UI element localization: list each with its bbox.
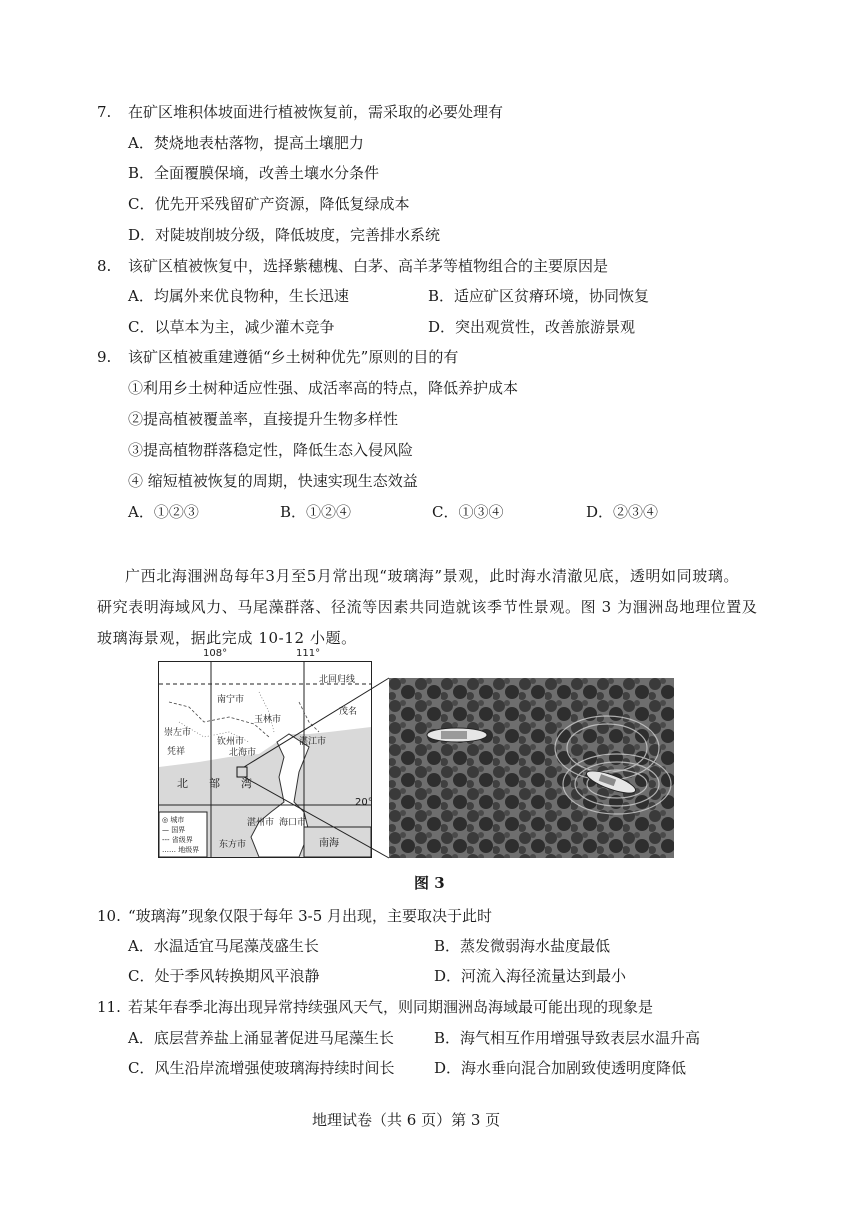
- q9-option-d: D．②③④: [586, 503, 659, 521]
- q9-option-c: C．①③④: [432, 503, 504, 521]
- q9-statement-1: ①利用乡土树种适应性强、成活率高的特点，降低养护成本: [128, 379, 519, 397]
- place-label: 崇左市: [164, 728, 192, 738]
- boat-left: [427, 728, 487, 742]
- place-label: 湾: [241, 777, 252, 790]
- q9-option-a: A．①②③: [128, 503, 199, 521]
- place-label: 湛州市: [247, 818, 275, 828]
- place-label: 南海: [319, 838, 339, 849]
- q11-option-d: D．海水垂向混合加剧致使透明度降低: [434, 1059, 687, 1077]
- q10-stem: “玻璃海”现象仅限于每年 3-5 月出现，主要取决于此时: [128, 907, 493, 925]
- lon-label-108: 108°: [203, 648, 228, 659]
- q8-option-d: D．突出观赏性，改善旅游景观: [428, 318, 636, 336]
- q7-option-a: A．焚烧地表枯落物，提高土壤肥力: [128, 134, 364, 152]
- place-label: 钦州市: [217, 737, 245, 747]
- q10-option-c: C．处于季风转换期风平浪静: [128, 967, 320, 985]
- legend-item: …… 地级界: [162, 846, 200, 854]
- q11-stem: 若某年春季北海出现异常持续强风天气，则同期涠洲岛海域最可能出现的现象是: [128, 998, 654, 1016]
- passage-line-3: 玻璃海景观，据此完成 10-12 小题。: [97, 629, 357, 647]
- q11-option-a: A．底层营养盐上涌显著促进马尾藻生长: [128, 1029, 394, 1047]
- q10-option-b: B．蒸发微弱海水盐度最低: [434, 937, 611, 955]
- q9-statement-4: ④ 缩短植被恢复的周期，快速实现生态效益: [128, 472, 418, 490]
- page-footer: 地理试卷（共 6 页）第 3 页: [312, 1111, 501, 1129]
- figure-caption: 图 3: [414, 874, 445, 892]
- q7-number: 7.: [97, 103, 112, 121]
- q10-option-d: D．河流入海径流量达到最小: [434, 967, 627, 985]
- q9-stem: 该矿区植被重建遵循“乡土树种优先”原则的目的有: [128, 348, 459, 366]
- place-label: 凭祥: [167, 747, 186, 757]
- q8-number: 8.: [97, 257, 112, 275]
- place-label: 北回归线: [319, 675, 356, 685]
- glass-sea-photo-svg: [389, 678, 674, 858]
- lat-label-20: 20°: [355, 797, 373, 808]
- q10-number: 10.: [97, 907, 121, 925]
- place-label: 玉林市: [254, 715, 282, 725]
- q8-option-b: B．适应矿区贫瘠环境，协同恢复: [428, 287, 650, 305]
- q8-option-c: C．以草本为主，减少灌木竞争: [128, 318, 335, 336]
- q11-number: 11.: [97, 998, 121, 1016]
- passage-line-2: 研究表明海域风力、马尾藻群落、径流等因素共同造就该季节性景观。图 3 为涠洲岛地理位置及: [97, 598, 758, 616]
- legend-item: ◎ 城市: [162, 816, 185, 824]
- q7-option-b: B．全面覆膜保墒，改善土壤水分条件: [128, 164, 380, 182]
- q9-option-b: B．①②④: [280, 503, 352, 521]
- place-label: 北海市: [229, 748, 257, 758]
- q10-option-a: A．水温适宜马尾藻茂盛生长: [128, 937, 319, 955]
- q9-statement-2: ②提高植被覆盖率，直接提升生物多样性: [128, 410, 399, 428]
- q7-option-c: C．优先开采残留矿产资源，降低复绿成本: [128, 195, 410, 213]
- seabed-texture: [389, 678, 674, 858]
- q11-option-c: C．风生沿岸流增强使玻璃海持续时间长: [128, 1059, 395, 1077]
- connector-bottom: [244, 777, 389, 858]
- place-label: 北: [177, 777, 188, 790]
- q8-stem: 该矿区植被恢复中，选择紫穗槐、白茅、高羊茅等植物组合的主要原因是: [128, 257, 609, 275]
- legend-item: --- 省级界: [162, 836, 193, 844]
- connector-top: [244, 678, 389, 767]
- place-label: 东方市: [219, 840, 247, 850]
- legend-item: — 国界: [162, 826, 186, 834]
- q9-number: 9.: [97, 348, 112, 366]
- place-label: 茂名: [339, 707, 358, 717]
- lon-label-111: 111°: [296, 648, 321, 659]
- q7-option-d: D．对陡坡削坡分级，降低坡度，完善排水系统: [128, 226, 441, 244]
- q7-stem: 在矿区堆积体坡面进行植被恢复前，需采取的必要处理有: [128, 103, 504, 121]
- q9-statement-3: ③提高植物群落稳定性，降低生态入侵风险: [128, 441, 414, 459]
- glass-sea-photo: [389, 678, 674, 858]
- q8-option-a: A．均属外来优良物种，生长迅速: [128, 287, 349, 305]
- place-label: 南宁市: [217, 695, 245, 705]
- place-label: 海口市: [279, 818, 307, 828]
- passage-line-1: 广西北海涠洲岛每年3月至5月常出现“玻璃海”景观，此时海水清澈见底，透明如同玻璃。: [125, 567, 740, 585]
- q11-option-b: B．海气相互作用增强导致表层水温升高: [434, 1029, 701, 1047]
- place-label: 湛江市: [299, 737, 327, 747]
- place-label: 部: [209, 777, 220, 790]
